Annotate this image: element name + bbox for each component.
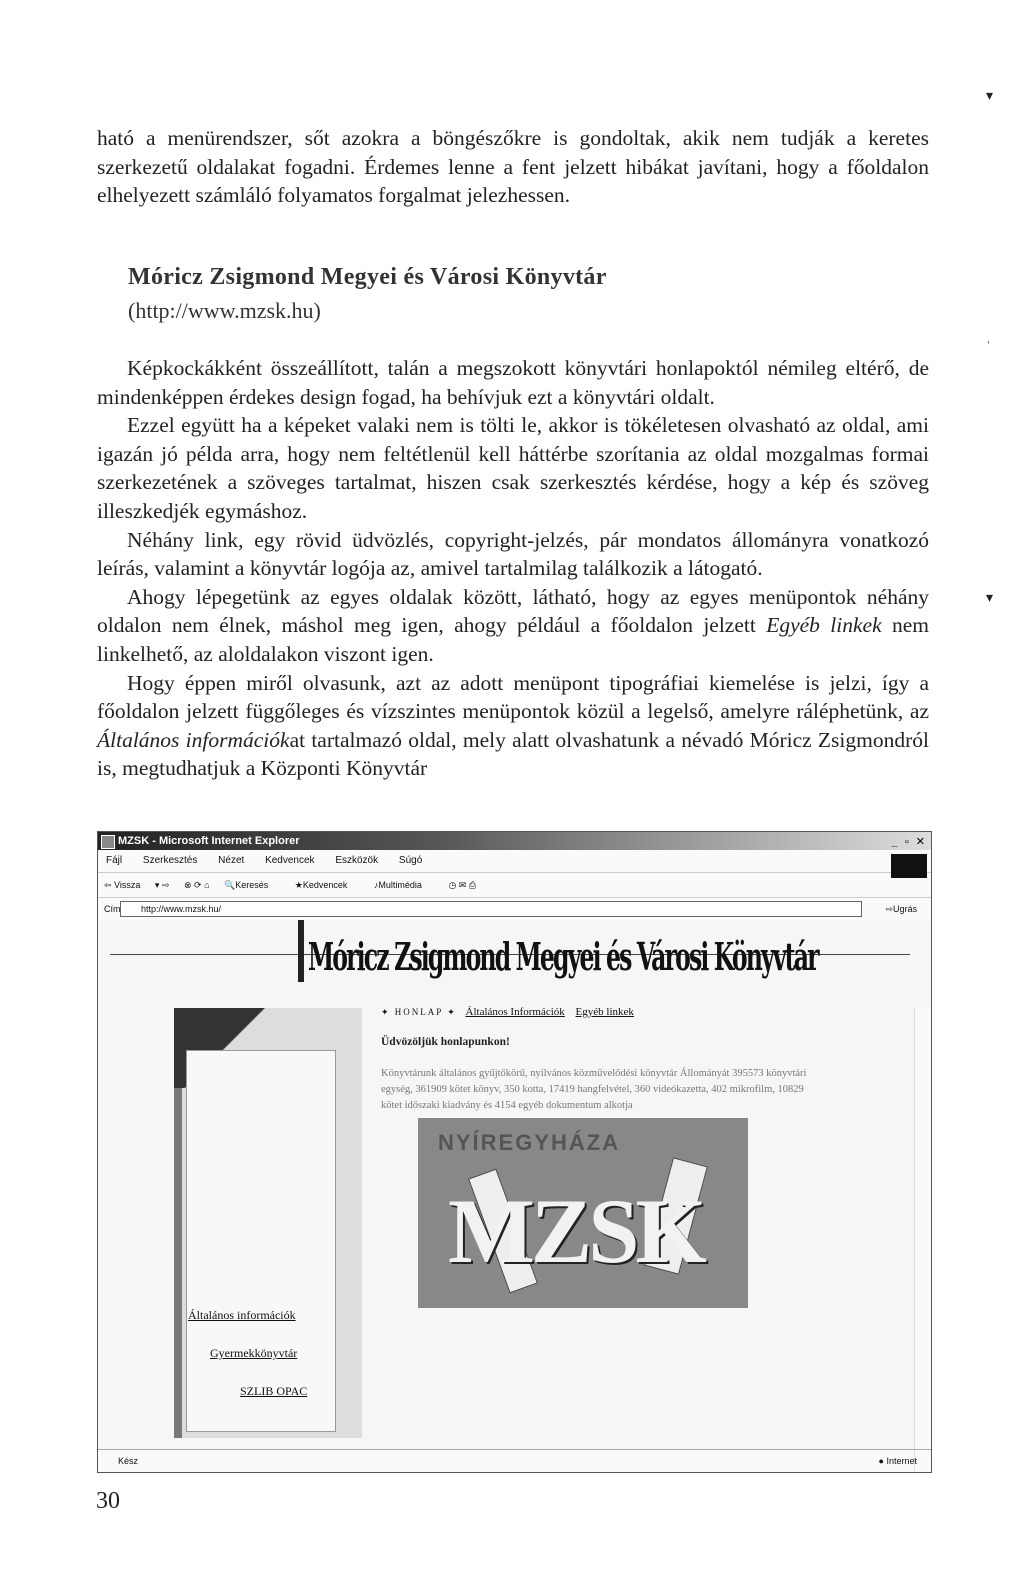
paragraph-intro: ható a menürendszer, sőt azokra a böngészőkre is gondoltak, akik nem tudják a keretes szerkezetű oldalakat fogadni. Érdemes lenne a fent jelzett hibákat javítani, hogy a főoldalon elhelyezett számláló folyamatos forgalmat jelezhessen. <box>97 126 929 208</box>
margin-mark: ▾ <box>986 591 994 606</box>
paragraph-line: Képkockákként összeállított, talán a megszokott könyvtári honlapoktól némileg eltérő, de mindenképpen érdekes design fogad, ha behívjuk ezt a könyvtári oldalt. <box>97 356 929 409</box>
page-number: 30 <box>96 1488 120 1514</box>
search-label: Keresés <box>235 880 269 890</box>
back-label: Vissza <box>114 880 141 890</box>
status-ready: Kész <box>118 1456 139 1466</box>
favorites-label: Kedvencek <box>302 880 348 890</box>
menu-edit[interactable]: Szerkesztés <box>142 855 198 866</box>
browser-screenshot <box>97 831 932 1473</box>
nav-home[interactable]: ✦ HONLAP ✦ <box>381 1007 457 1017</box>
address-input[interactable]: http://www.mzsk.hu/ <box>120 901 862 917</box>
paragraph-main <box>97 354 929 783</box>
browser-title: MZSK - Microsoft Internet Explorer <box>118 835 300 847</box>
side-menu <box>186 1050 336 1432</box>
section-heading: Móricz Zsigmond Megyei és Városi Könyvtár <box>128 264 607 290</box>
ie-throbber-icon <box>891 854 927 878</box>
decor-bar <box>298 920 304 982</box>
media-button[interactable]: ♪Multimédia <box>373 880 422 890</box>
nav-general[interactable]: Általános Információk <box>465 1006 565 1018</box>
library-description: Könyvtárunk általános gyűjtőkörű, nyilvános közművelődési könyvtár Állományát 395573 könyvtári egység, 361909 kötet könyv, 350 kotta, 17419 hangfelvétel, 360 videókazetta, 402 mikrofilm, 10829 kötet időszaki kiadvány és 4154 egyéb dokumentum alkotja <box>381 1068 807 1111</box>
emphasis-text: Általános információk <box>97 727 290 752</box>
paragraph-line <box>97 583 929 669</box>
status-bar <box>98 1449 931 1472</box>
menu-bar <box>98 850 931 872</box>
side-link-general[interactable]: Általános információk <box>188 1308 296 1322</box>
side-link-children[interactable]: Gyermekkönyvtár <box>210 1346 298 1360</box>
text-run: nem linkelhető, az aloldalakon viszont igen. <box>97 613 929 666</box>
site-title: Móricz Zsigmond Megyei és Városi Könyvtár <box>308 934 818 979</box>
web-content <box>98 920 931 1450</box>
go-button[interactable]: ⇨Ugrás <box>885 904 917 914</box>
paragraph-line: Néhány link, egy rövid üdvözlés, copyright-jelzés, pár mondatos állományra vonatkozó leírás, valamint a könyvtár logója az, amivel tartalmilag találkozik a látogató. <box>97 527 929 581</box>
media-label: Multimédia <box>378 880 422 890</box>
browser-titlebar <box>98 832 931 850</box>
side-link-opac[interactable]: SZLIB OPAC <box>240 1384 308 1398</box>
emphasis-text: Egyéb linkek <box>766 613 882 638</box>
margin-mark: ˈ <box>986 340 991 355</box>
paragraph-line <box>97 669 929 783</box>
menu-view[interactable]: Nézet <box>218 855 245 866</box>
section-url: (http://www.mzsk.hu) <box>128 298 321 323</box>
text-run: at tartalmazó oldal, mely alatt olvashatunk a névadó Móricz Zsigmondról is, megtudhatjuk a Központi Könyvtár <box>97 727 929 781</box>
text-run: Ahogy lépegetünk az egyes oldalak között, látható, hogy az egyes menüpontok néhány oldalon nem élnek, máshol meg igen, ahogy például a főoldalon jelzett <box>97 584 929 638</box>
search-button[interactable]: 🔍Keresés <box>224 880 269 890</box>
window-controls[interactable]: _ ▫ ✕ <box>891 836 927 848</box>
nav-home-label: HONLAP <box>394 1007 443 1017</box>
back-button[interactable]: ⇦ Vissza ▾ ⇨ <box>104 880 170 890</box>
text-run: Hogy éppen miről olvasunk, azt az adott menüpont tipográfiai kiemelése is jelzi, így a főoldalon jelzett függőleges és vízszintes menüpontok közül a legelső, amelyre ráléphetünk, az <box>97 670 929 724</box>
address-bar <box>98 898 931 920</box>
menu-tools[interactable]: Eszközök <box>335 855 379 866</box>
history-mail-print-icon[interactable]: ◷ ✉ ⎙ <box>448 880 477 890</box>
ie-icon <box>101 835 115 849</box>
menu-favorites[interactable]: Kedvencek <box>265 855 315 866</box>
scrollbar[interactable] <box>914 1008 931 1473</box>
status-zone: ● Internet <box>878 1456 917 1466</box>
welcome-text: Üdvözöljük honlapunkon! <box>381 1036 510 1048</box>
address-label: Cím <box>104 904 121 914</box>
status-zone-label: Internet <box>886 1456 917 1466</box>
margin-mark: ▾ <box>986 89 994 104</box>
nav-links[interactable]: Egyéb linkek <box>575 1006 634 1018</box>
stop-refresh-home-icon[interactable]: ⊗ ⟳ ⌂ <box>183 880 210 890</box>
toolbar <box>98 872 931 898</box>
menu-help[interactable]: Súgó <box>398 855 423 866</box>
paragraph-line: Ezzel együtt ha a képeket valaki nem is tölti le, akkor is tökéletesen olvasható az oldal, ami igazán jó példa arra, hogy nem feltétlenül kell háttérbe szorítania az oldal mozgalmas formai szerkezetének a szöveges tartalmat, hiszen csak szerkesztés kérdése, hogy a kép és szöveg illeszkedjék egymáshoz. <box>97 413 929 523</box>
top-nav <box>381 1006 642 1018</box>
go-label: Ugrás <box>892 904 917 914</box>
logo-city: NYÍREGYHÁZA <box>438 1130 621 1155</box>
menu-file[interactable]: Fájl <box>106 855 123 866</box>
favorites-button[interactable]: ★Kedvencek <box>294 880 348 890</box>
logo-letters: MZSK <box>448 1180 703 1282</box>
